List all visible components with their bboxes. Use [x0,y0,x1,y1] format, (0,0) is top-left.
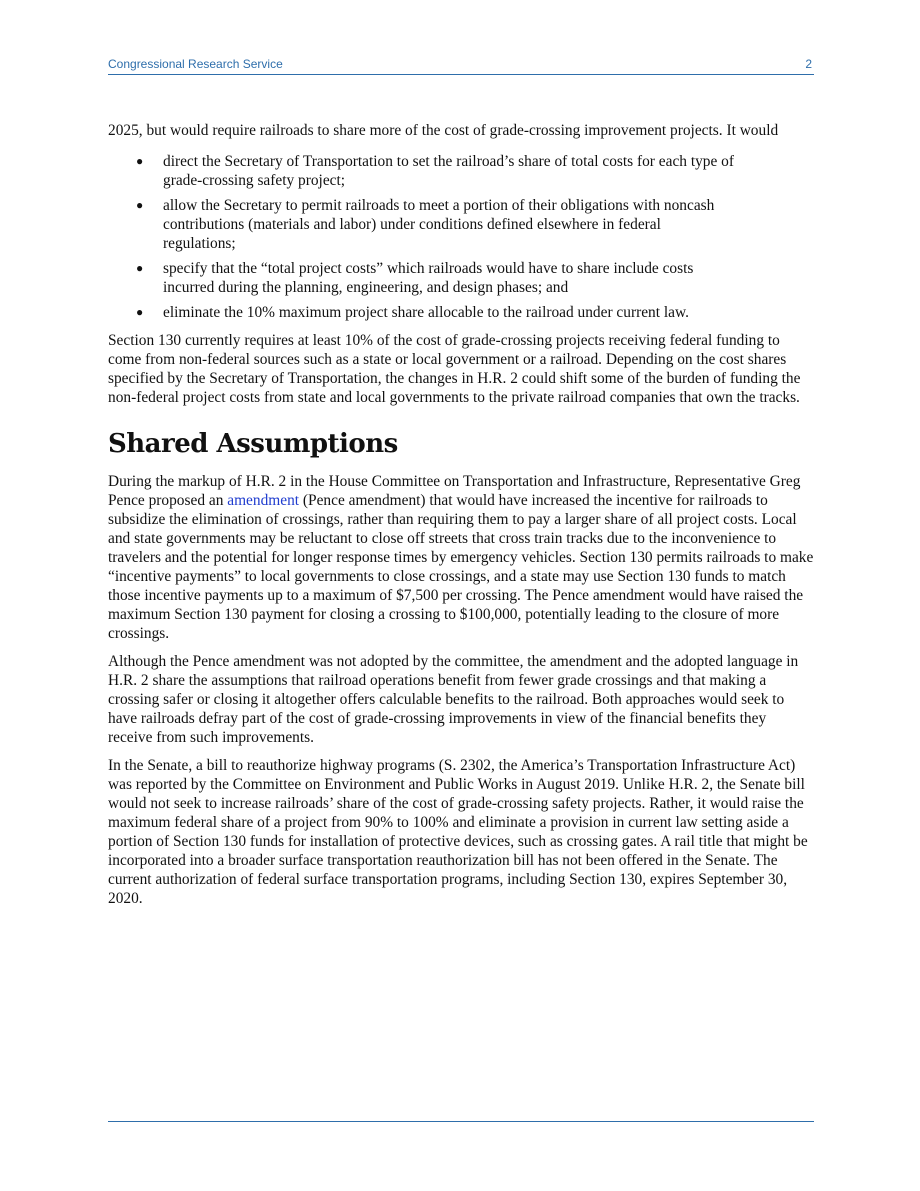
list-item-text: eliminate the 10% maximum project share allocable to the railroad under current law. [163,304,689,321]
list-item-text: direct the Secretary of Transportation to set the railroad’s share of total costs for each type of grade-crossing safety project; [163,153,734,189]
list-item-text: specify that the “total project costs” which railroads would have to share include costs incurred during the planning, engineering, and design phases; and [163,260,694,296]
list-item-text: allow the Secretary to permit railroads to meet a portion of their obligations with noncash contributions (materials and labor) under conditions defined elsewhere in federal regulations; [163,197,715,252]
pence-text-after: (Pence amendment) that would have increased the incentive for railroads to subsidize the elimination of crossings, rather than requiring them to pay a larger share of all project costs. Local and state governments may be reluctant to close off streets that cross train tracks due to the inconvenience to travelers and the potential for longer response times by emergency vehicles. Section 130 permits railroads to make “incentive payments” to local governments to close crossings, and a state may use Section 130 funds to match those incentive payments up to a maximum of $7,500 per crossing. The Pence amendment would have raised the maximum Section 130 payment for closing a crossing to $100,000, potentially leading to the closure of more crossings. [108,492,814,642]
intro-paragraph: 2025, but would require railroads to share more of the cost of grade-crossing improvement projects. It would [108,122,779,139]
provisions-list [108,152,814,322]
page-header [108,56,814,75]
bullet-icon: ● [136,154,144,168]
page-number: 2 [805,57,812,71]
list-item [108,259,814,297]
list-item [108,196,814,253]
although-paragraph: Although the Pence amendment was not adopted by the committee, the amendment and the adopted language in H.R. 2 share the assumptions that railroad operations benefit from fewer grade crossings and that making a crossing safer or closing it altogether offers calculable benefits to the railroad. Both approaches would seek to have railroads defray part of the cost of grade-crossing improvements in view of the financial benefits they receive from such improvements. [108,653,799,746]
list-item [108,152,814,190]
list-item [108,303,814,322]
pence-paragraph [108,472,814,643]
pence-text-before: During the markup of H.R. 2 in the House Committee on Transportation and Infrastructure, Representative Greg Pence proposed an [108,473,801,509]
footer-divider [108,1121,814,1122]
senate-paragraph: In the Senate, a bill to reauthorize highway programs (S. 2302, the America’s Transportation Infrastructure Act) was reported by the Committee on Environment and Public Works in August 2019. Unlike H.R. 2, the Senate bill would not seek to increase railroads’ share of the cost of grade-crossing safety projects. Rather, it would raise the maximum federal share of a project from 90% to 100% and eliminate a provision in current law setting aside a portion of Section 130 funds for installation of protective devices, such as crossing gates. A rail title that might be incorporated into a broader surface transportation reauthorization bill has not been offered in the Senate. The current authorization of federal surface transportation programs, including Section 130, expires September 30, 2020. [108,757,808,907]
amendment-link[interactable]: amendment [227,492,300,509]
bullet-icon: ● [136,198,144,212]
section-heading: Shared Assumptions [108,429,398,459]
bullet-icon: ● [136,261,144,275]
section130-paragraph: Section 130 currently requires at least 10% of the cost of grade-crossing projects receiving federal funding to come from non-federal sources such as a state or local government or a railroad. Depending on the cost shares specified by the Secretary of Transportation, the changes in H.R. 2 could shift some of the burden of funding the non-federal project costs from state and local governments to the private railroad companies that own the tracks. [108,332,801,406]
bullet-icon: ● [136,305,144,319]
document-body [108,121,814,917]
header-org-name: Congressional Research Service [108,57,283,71]
